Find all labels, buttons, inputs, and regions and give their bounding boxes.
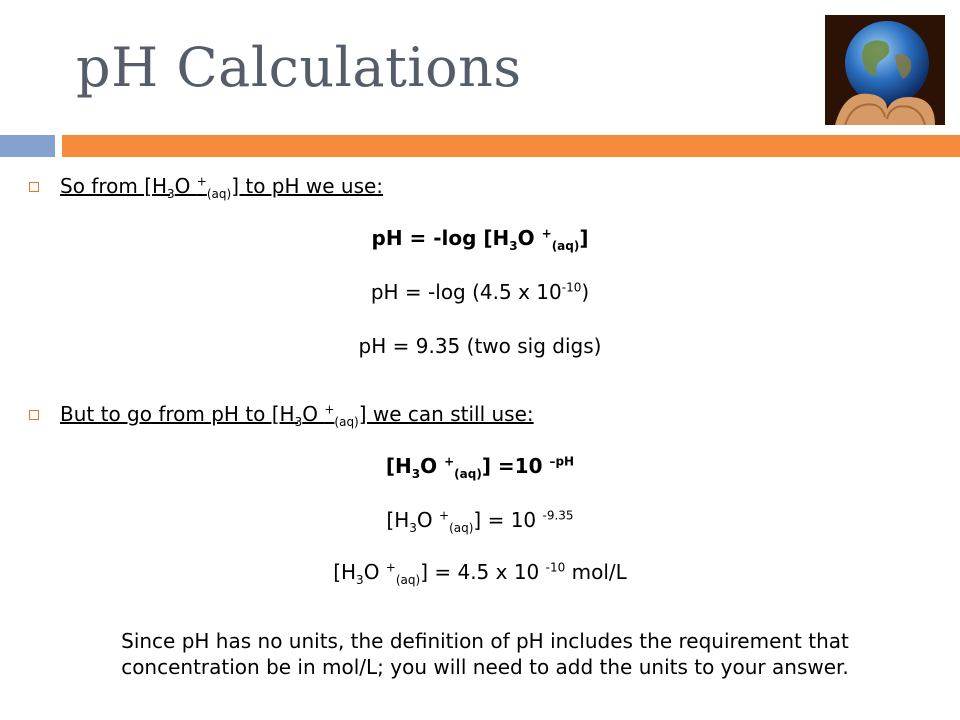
globe-icon <box>825 15 945 125</box>
accent-bar-left <box>0 135 55 157</box>
bullet-icon <box>29 182 39 192</box>
equation-concentration-result: [$H_3O$ +$_{(aq)}$] = 4.5 x 10 $^{-10}$ mol/L <box>333 560 627 587</box>
equation-concentration-definition: [$H_3O$ +$_{(aq)}$] =10 $^{-pH}$ <box>385 454 575 481</box>
units-note: Since pH has no units, the definition of pH includes the requirement that concentration be in mol/L; you will need to add the units to your answer. <box>121 629 849 679</box>
bullet-text-1: So from [$H_3O$ +$_{(aq)}$] to pH we use: <box>60 174 384 201</box>
equation-ph-definition: pH = -log [$H_3O$ +$_{(aq)}$] <box>371 226 589 253</box>
equation-ph-substitution: pH = -log (4.5 x $10^{-10}$) <box>370 280 590 304</box>
equation-ph-result: pH = 9.35 (two sig digs) <box>358 334 602 358</box>
bullet-icon <box>29 410 39 420</box>
globe-in-hands-image <box>825 15 945 125</box>
bullet-text-2: But to go from pH to [$H_3O$ +$_{(aq)}$] we can still use: <box>60 402 534 429</box>
slide-title: pH Calculations <box>76 36 522 99</box>
equation-concentration-substitution: [$H_3O$ +$_{(aq)}$] = 10 $^{-9.35}$ <box>386 508 574 535</box>
accent-bar-right <box>62 135 960 157</box>
